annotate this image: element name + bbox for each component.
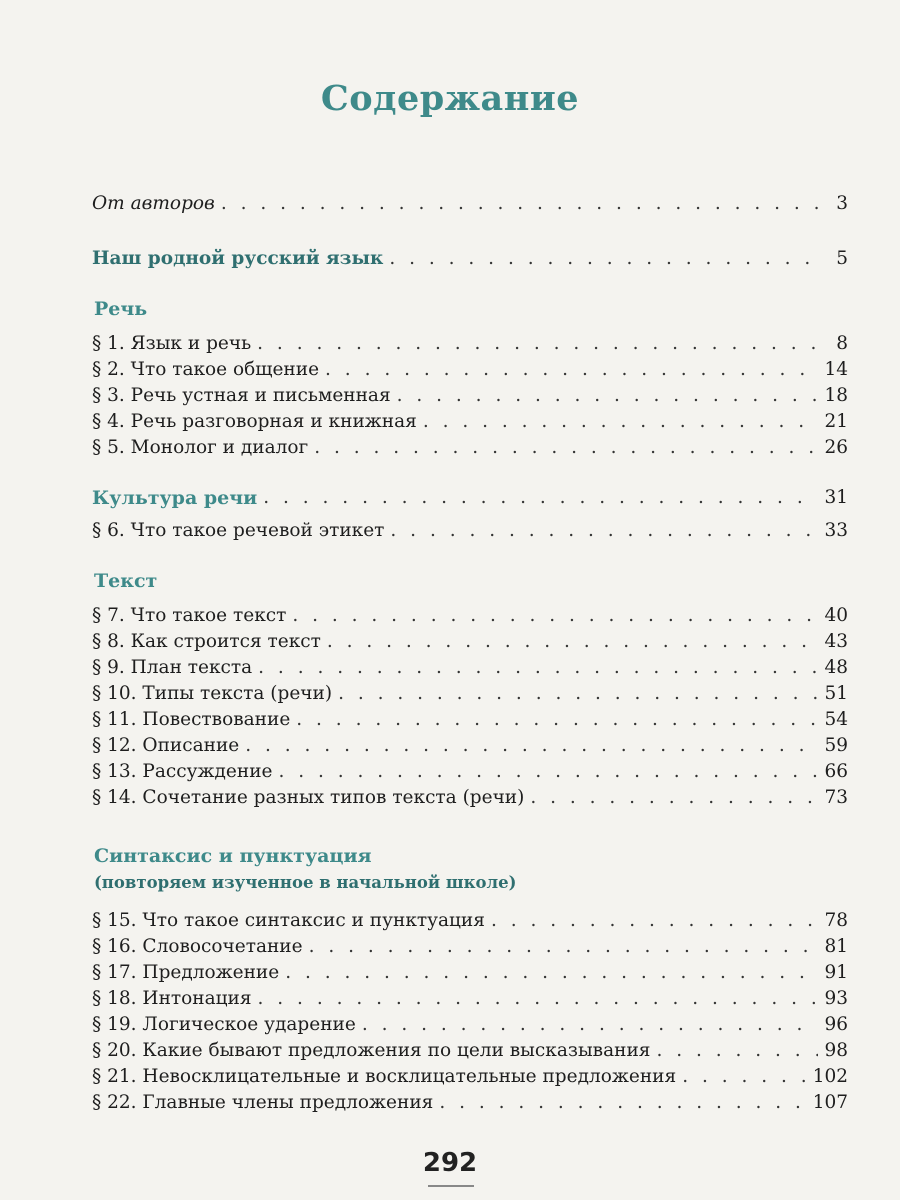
toc-entry bbox=[92, 1012, 848, 1038]
toc-entry-page: 102 bbox=[812, 1066, 848, 1087]
toc-entry-title: От авторов bbox=[92, 193, 215, 214]
toc-entry bbox=[92, 485, 848, 511]
toc-entry bbox=[92, 331, 848, 357]
toc-entry-page: 78 bbox=[824, 910, 848, 931]
section-heading: Текст bbox=[94, 570, 158, 592]
toc-entry bbox=[92, 986, 848, 1012]
toc-leader-dots bbox=[325, 357, 818, 383]
toc-entry bbox=[92, 655, 848, 681]
toc-entry-page: 8 bbox=[836, 333, 848, 354]
toc-entry bbox=[92, 629, 848, 655]
toc-entry bbox=[92, 908, 848, 934]
toc-entry-title: § 13. Рассуждение bbox=[92, 761, 273, 782]
toc-leader-dots bbox=[278, 759, 818, 785]
toc-entry-title: § 1. Язык и речь bbox=[92, 333, 252, 354]
toc-leader-dots bbox=[423, 409, 818, 435]
toc-leader-dots bbox=[656, 1038, 818, 1064]
toc-entry-page: 48 bbox=[824, 657, 848, 678]
toc-entry-page: 40 bbox=[824, 605, 848, 626]
toc-entry bbox=[92, 934, 848, 960]
toc-entry bbox=[92, 357, 848, 383]
toc-entry-page: 18 bbox=[824, 385, 848, 406]
toc-leader-dots bbox=[439, 1090, 808, 1116]
toc-leader-dots bbox=[258, 655, 818, 681]
toc-entry-title: § 9. План текста bbox=[92, 657, 253, 678]
section-heading: Речь bbox=[94, 298, 148, 320]
toc-leader-dots bbox=[221, 191, 818, 217]
toc-entry-title: § 2. Что такое общение bbox=[92, 359, 320, 380]
toc-leader-dots bbox=[491, 908, 818, 934]
toc-entry bbox=[92, 603, 848, 629]
toc-leader-dots bbox=[309, 934, 818, 960]
page-number: 292 bbox=[422, 1148, 478, 1178]
toc-entry-title: § 21. Невосклицательные и восклицательные предложения bbox=[92, 1066, 677, 1087]
toc-entry-page: 43 bbox=[824, 631, 848, 652]
toc-entry-title: § 6. Что такое речевой этикет bbox=[92, 520, 385, 541]
toc-entry-title: § 10. Типы текста (речи) bbox=[92, 683, 333, 704]
toc-entry-title: § 20. Какие бывают предложения по цели высказывания bbox=[92, 1040, 651, 1061]
toc-entry-page: 98 bbox=[824, 1040, 848, 1061]
toc-entry bbox=[92, 707, 848, 733]
toc-entry-page: 51 bbox=[824, 683, 848, 704]
toc-entry-title: § 22. Главные члены предложения bbox=[92, 1092, 434, 1113]
toc-entry-title: § 18. Интонация bbox=[92, 988, 252, 1009]
toc-entry-title: Наш родной русский язык bbox=[92, 248, 384, 269]
toc-entry-title: § 3. Речь устная и письменная bbox=[92, 385, 391, 406]
toc-leader-dots bbox=[257, 331, 818, 357]
toc-leader-dots bbox=[682, 1064, 809, 1090]
toc-leader-dots bbox=[245, 733, 818, 759]
toc-entry bbox=[92, 785, 848, 811]
toc-entry bbox=[92, 518, 848, 544]
toc-entry-page: 107 bbox=[812, 1092, 848, 1113]
toc-leader-dots bbox=[285, 960, 818, 986]
toc-entry bbox=[92, 435, 848, 461]
toc-leader-dots bbox=[258, 986, 818, 1012]
toc-entry-title: § 7. Что такое текст bbox=[92, 605, 287, 626]
toc-entry-title: § 12. Описание bbox=[92, 735, 240, 756]
toc-entry-title: § 14. Сочетание разных типов текста (речи) bbox=[92, 787, 525, 808]
toc-entry-page: 33 bbox=[824, 520, 848, 541]
toc-leader-dots bbox=[389, 246, 818, 272]
toc-entry bbox=[92, 1064, 848, 1090]
toc-entry-page: 66 bbox=[824, 761, 848, 782]
toc-entry bbox=[92, 383, 848, 409]
toc-entry-page: 14 bbox=[824, 359, 848, 380]
toc-entry-page: 96 bbox=[824, 1014, 848, 1035]
toc-entry-title: § 11. Повествование bbox=[92, 709, 291, 730]
toc-entry-title: § 5. Монолог и диалог bbox=[92, 437, 309, 458]
toc-entry-page: 54 bbox=[824, 709, 848, 730]
toc-entry bbox=[92, 191, 848, 217]
toc-entry-page: 31 bbox=[824, 487, 848, 508]
toc-entry-title: § 16. Словосочетание bbox=[92, 936, 303, 957]
section-subheading: (повторяем изученное в начальной школе) bbox=[94, 873, 517, 892]
toc-entry-page: 81 bbox=[824, 936, 848, 957]
toc-entry-page: 73 bbox=[824, 787, 848, 808]
toc-entry bbox=[92, 409, 848, 435]
toc-leader-dots bbox=[397, 383, 818, 409]
page-title: Содержание bbox=[320, 78, 580, 119]
page-number-underline bbox=[428, 1185, 474, 1187]
toc-entry-title: § 19. Логическое ударение bbox=[92, 1014, 356, 1035]
toc-leader-dots bbox=[530, 785, 818, 811]
toc-entry-page: 21 bbox=[824, 411, 848, 432]
toc-entry-title: § 8. Как строится текст bbox=[92, 631, 321, 652]
toc-entry bbox=[92, 759, 848, 785]
toc-entry bbox=[92, 960, 848, 986]
toc-entry-page: 26 bbox=[824, 437, 848, 458]
toc-entry-page: 5 bbox=[836, 248, 848, 269]
toc-leader-dots bbox=[338, 681, 818, 707]
toc-entry bbox=[92, 1090, 848, 1116]
toc-leader-dots bbox=[362, 1012, 818, 1038]
section-heading: Синтаксис и пунктуация bbox=[94, 845, 372, 867]
toc-entry-page: 93 bbox=[824, 988, 848, 1009]
toc-entry-page: 3 bbox=[836, 193, 848, 214]
toc-leader-dots bbox=[327, 629, 818, 655]
toc-entry bbox=[92, 733, 848, 759]
toc-entry bbox=[92, 246, 848, 272]
toc-entry-page: 59 bbox=[824, 735, 848, 756]
toc-entry bbox=[92, 1038, 848, 1064]
toc-entry-title: § 4. Речь разговорная и книжная bbox=[92, 411, 417, 432]
toc-entry-title: § 17. Предложение bbox=[92, 962, 280, 983]
toc-entry-title: § 15. Что такое синтаксис и пунктуация bbox=[92, 910, 485, 931]
toc-leader-dots bbox=[390, 518, 818, 544]
section-heading: Культура речи bbox=[92, 487, 258, 509]
toc-leader-dots bbox=[296, 707, 818, 733]
toc-entry bbox=[92, 681, 848, 707]
toc-leader-dots bbox=[292, 603, 818, 629]
toc-leader-dots bbox=[314, 435, 818, 461]
toc-entry-page: 91 bbox=[824, 962, 848, 983]
toc-leader-dots bbox=[263, 485, 818, 511]
